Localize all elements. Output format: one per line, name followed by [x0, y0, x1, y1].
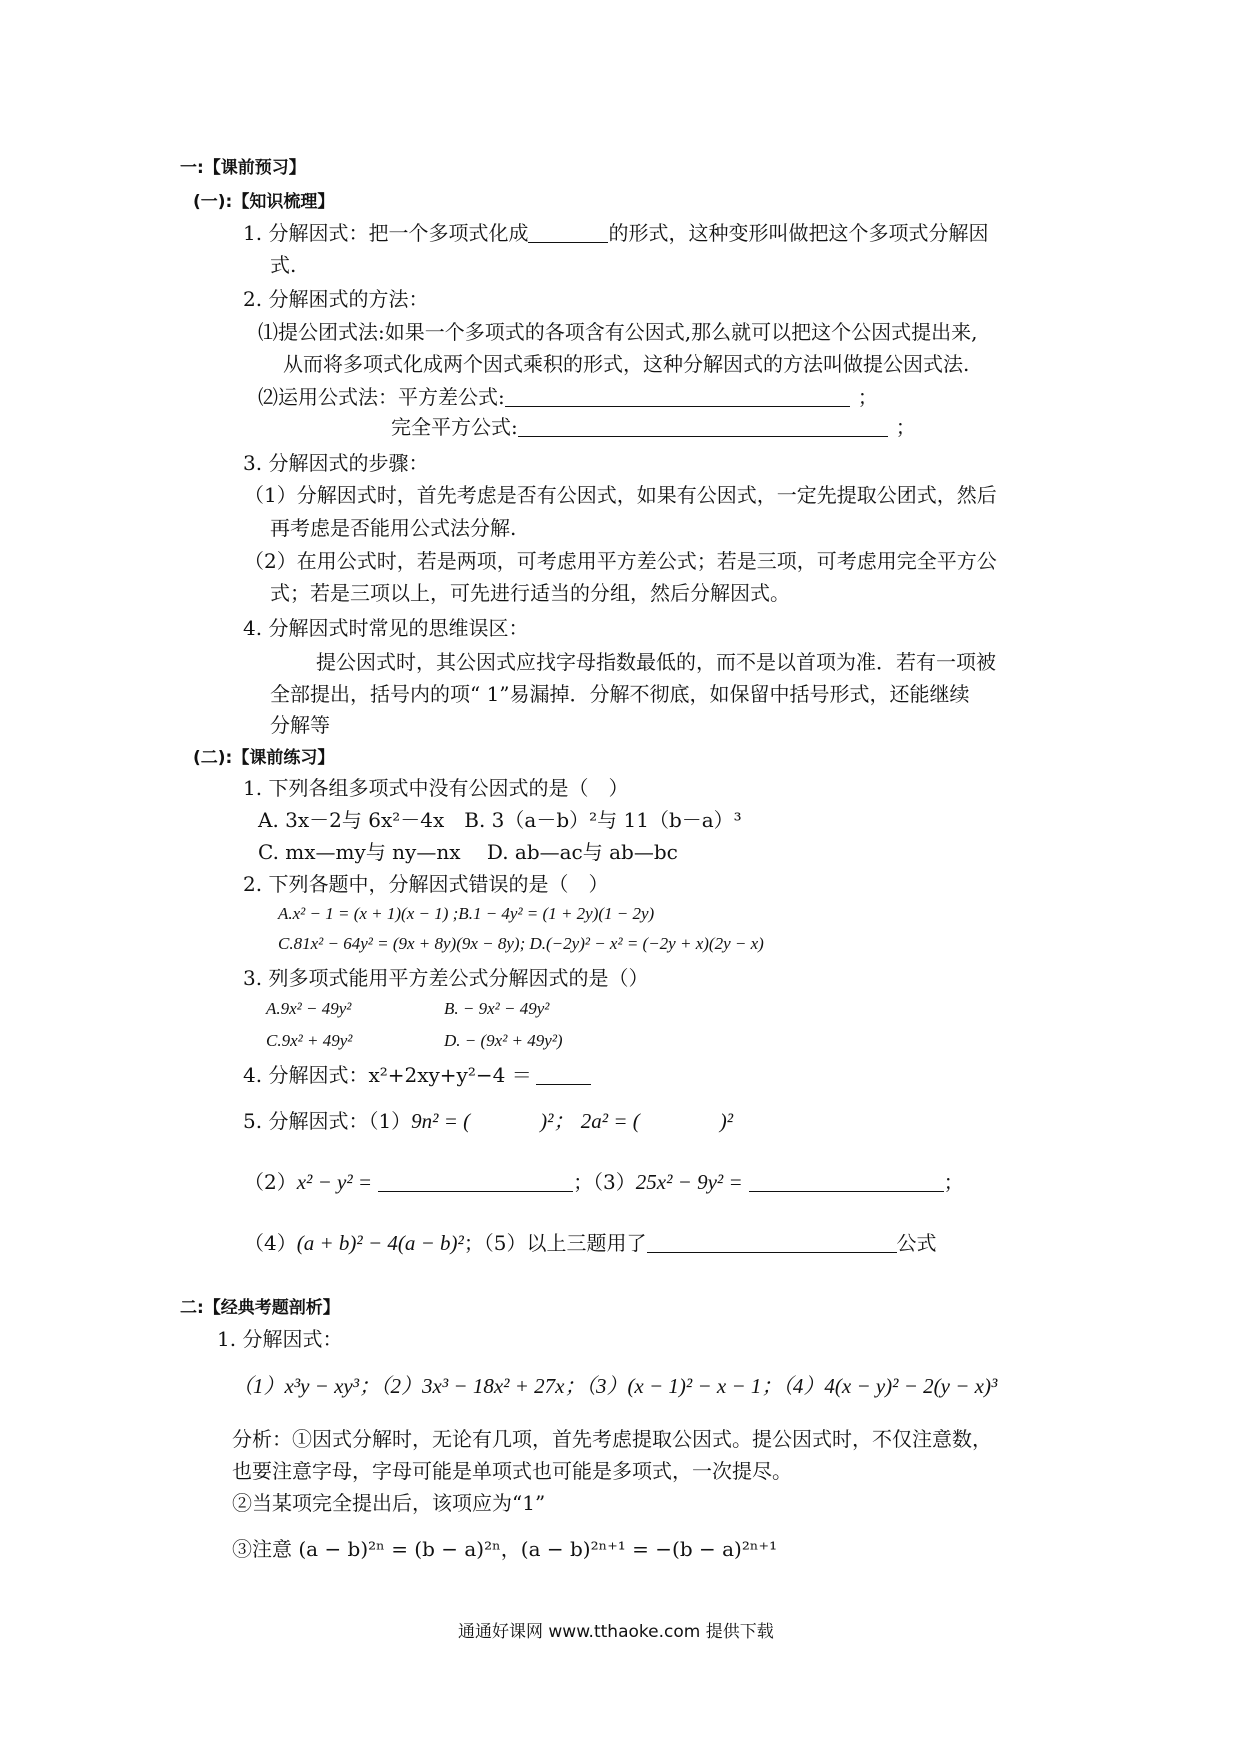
- question-3: 3. 列多项式能用平方差公式分解因式的是（）: [243, 966, 649, 990]
- question-3-option-a: A.9x² − 49y²: [266, 999, 352, 1018]
- answer-blank: [647, 1232, 897, 1253]
- item-1-line-2: 式.: [270, 253, 297, 277]
- subsection-2-title: (二):【课前练习】: [193, 748, 335, 768]
- answer-blank: [528, 222, 608, 243]
- item-3: 3. 分解因式的步骤：: [243, 451, 429, 475]
- question-4: 4. 分解因式：x²+2xy+y²−4 ＝: [243, 1061, 591, 1089]
- question-3-option-c: C.9x² + 49y²: [266, 1031, 353, 1050]
- question-5-4-5: （4）(a + b)² − 4(a − b)²；（5）以上三题用了 公式: [244, 1231, 937, 1255]
- analysis-line-3: ②当某项完全提出后，该项应为“1”: [232, 1491, 546, 1515]
- item-3-1-line-2: 再考虑是否能用公式法分解.: [270, 516, 517, 540]
- question-1-options-cd: C. mx—my与 ny—nx D. ab—ac与 ab—bc: [258, 840, 678, 864]
- answer-blank: [505, 386, 850, 407]
- question-1-options-ab: A. 3x－2与 6x²－4x B. 3（a－b）²与 11（b－a）³: [258, 808, 742, 832]
- item-3-2-line-2: 式；若是三项以上，可先进行适当的分组，然后分解因式。: [270, 581, 790, 605]
- item-2: 2. 分解困式的方法：: [243, 287, 429, 311]
- section-2-title: 二:【经典考题剖析】: [180, 1298, 340, 1318]
- question-1: 1. 下列各组多项式中没有公因式的是（ ）: [243, 776, 629, 800]
- item-4-line-1: 提公因式时，其公因式应找字母指数最低的，而不是以首项为准．若有一项被: [316, 650, 996, 674]
- answer-blank: [749, 1171, 944, 1192]
- section-1-title: 一:【课前预习】: [180, 158, 306, 178]
- analysis-line-2: 也要注意字母，字母可能是单项式也可能是多项式，一次提尽。: [232, 1459, 792, 1483]
- item-4-line-3: 分解等: [270, 713, 330, 737]
- question-5-1: 5. 分解因式：（1）9n² = ( )²； 2a² = ( )²: [243, 1109, 734, 1133]
- item-3-1-line-1: （1）分解因式时，首先考虑是否有公因式，如果有公因式，一定先提取公团式，然后: [244, 483, 997, 507]
- item-2-2-line-1: ⑵运用公式法：平方差公式: ；: [258, 385, 878, 409]
- item-2-2-line-2: 完全平方公式: ；: [391, 415, 916, 439]
- subsection-1-title: (一):【知识梳理】: [193, 192, 335, 212]
- item-2-1-line-2: 从而将多项式化成两个因式乘积的形式，这种分解因式的方法叫做提公因式法.: [283, 352, 970, 376]
- question-2-options-cd: C.81x² − 64y² = (9x + 8y)(9x − 8y); D.(−2y)² − x² = (−2y + x)(2y − x): [278, 934, 764, 953]
- analysis-line-4: ③注意 (a − b)²ⁿ = (b − a)²ⁿ，(a − b)²ⁿ⁺¹ = −(b − a)²ⁿ⁺¹: [232, 1537, 778, 1561]
- question-3-option-b: B. − 9x² − 49y²: [444, 999, 550, 1018]
- item-1-line-1: 1. 分解因式：把一个多项式化成 的形式，这种变形叫做把这个多项式分解因: [243, 221, 989, 245]
- exam-question-1: 1. 分解因式：: [217, 1327, 343, 1351]
- question-2: 2. 下列各题中，分解因式错误的是（ ）: [243, 872, 609, 896]
- answer-blank: [536, 1064, 591, 1085]
- exam-question-1-items: （1）x³y − xy³；（2）3x³ − 18x² + 27x；（3）(x − 1)² − x − 1；（4）4(x − y)² − 2(y − x)³: [232, 1374, 998, 1398]
- answer-blank: [518, 416, 888, 437]
- item-3-2-line-1: （2）在用公式时，若是两项，可考虑用平方差公式；若是三项，可考虑用完全平方公: [244, 549, 997, 573]
- footer-text: 通通好课网 www.tthaoke.com 提供下载: [458, 1622, 774, 1642]
- question-2-options-ab: A.x² − 1 = (x + 1)(x − 1) ;B.1 − 4y² = (1 + 2y)(1 − 2y): [278, 904, 655, 923]
- answer-blank: [378, 1171, 573, 1192]
- item-4-line-2: 全部提出，括号内的项“ 1”易漏掉．分解不彻底，如保留中括号形式，还能继续: [270, 682, 970, 706]
- item-2-1-line-1: ⑴提公团式法:如果一个多项式的各项含有公因式,那么就可以把这个公因式提出来,: [258, 320, 978, 344]
- item-4: 4. 分解因式时常见的思维误区：: [243, 616, 529, 640]
- analysis-line-1: 分析：①因式分解时，无论有几项，首先考虑提取公因式。提公因式时，不仅注意数，: [232, 1427, 992, 1451]
- question-5-2-3: （2）x² − y² = ；（3）25x² − 9y² = ；: [244, 1170, 964, 1194]
- question-3-option-d: D. − (9x² + 49y²): [444, 1031, 563, 1050]
